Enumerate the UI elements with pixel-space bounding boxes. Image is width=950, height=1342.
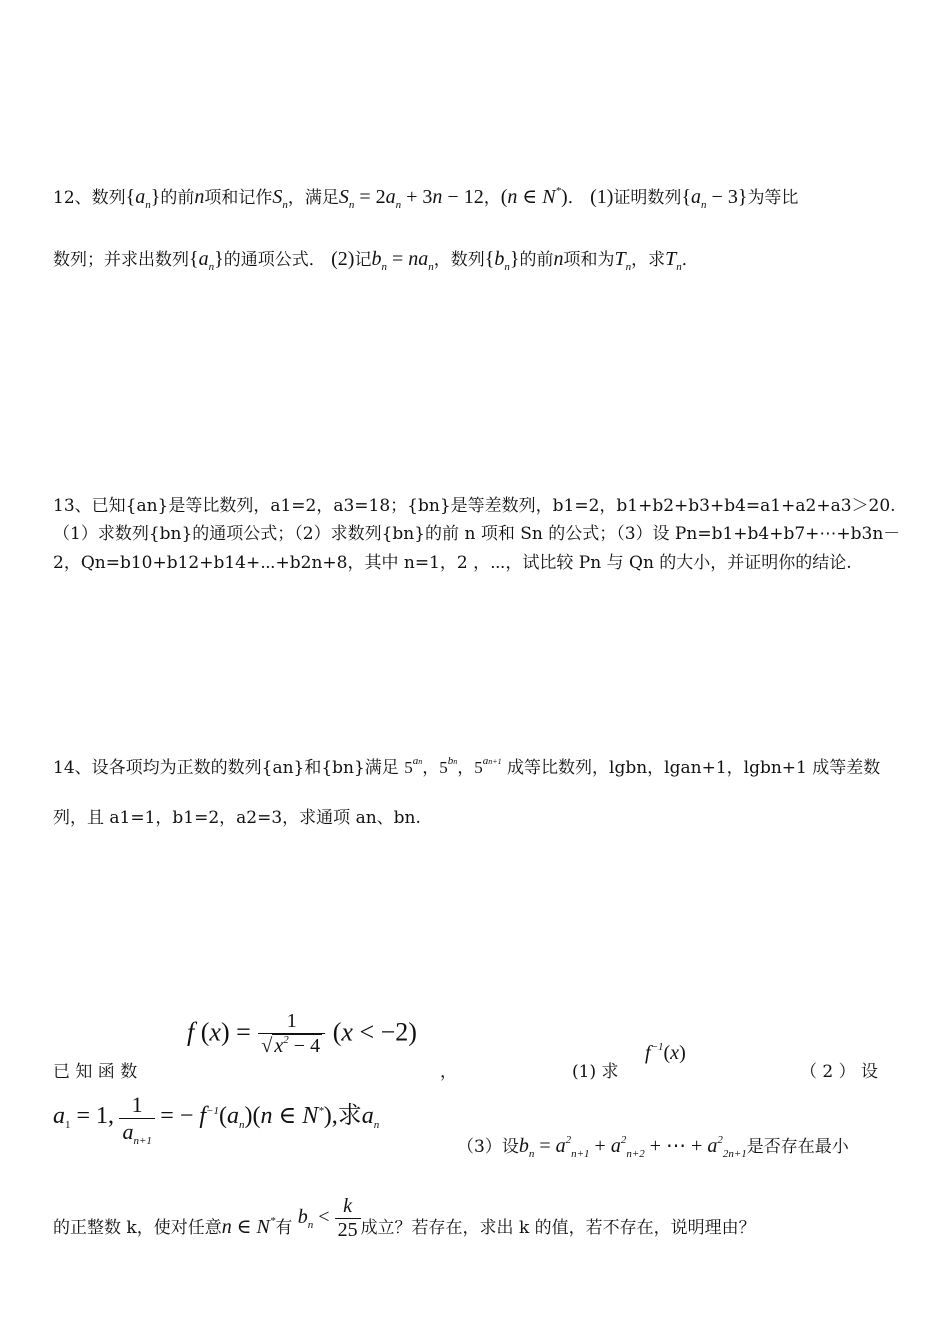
text: 记 <box>354 250 372 270</box>
text: 的前 <box>519 250 554 270</box>
math-f-inverse: $f^{-1}(x)$ <box>645 1041 686 1064</box>
text: ， <box>483 188 501 208</box>
text: （3）设 <box>457 1137 519 1157</box>
text: 的前 <box>160 188 195 208</box>
text: 求 <box>337 1101 362 1129</box>
q15-part1: (1) 求 <box>572 1062 619 1082</box>
math-Sn-formula: $S_n = 2a_n + 3n - 12$ <box>338 186 484 211</box>
q13-line1: 13、已知{an}是等比数列，a1=2，a3=18；{bn}是等差数列，b1=2，b1+b2+b3+b4=a1+a2+a3＞20. <box>53 496 896 516</box>
text: 14、设各项均为正数的数列{an}和{bn}满足 <box>53 758 399 778</box>
q12-number: 12、 <box>53 188 92 208</box>
math-seq-an: $\{a_n\}$ <box>189 248 224 273</box>
math-5-pow-an1: $5^{an+1}$ <box>474 755 502 777</box>
text: 是否存在最小 <box>746 1137 849 1157</box>
text: ． <box>681 250 699 270</box>
q13-line2: （1）求数列{bn}的通项公式；（2）求数列{bn}的前 n 项和 Sn 的公式；（3）设 Pn=b1+b4+b7+⋯+b3n－ <box>53 524 901 544</box>
math-n-in-N: n ∈ N* <box>221 1215 276 1239</box>
part-1-label: (1) <box>590 186 614 208</box>
math-n: n <box>194 186 205 208</box>
math-n-in-N: (n ∈ N*) <box>500 185 568 208</box>
text: 的正整数 k，使对任意 <box>53 1218 222 1239</box>
text: ，数列 <box>433 250 485 270</box>
q15-comma: ， <box>440 1062 457 1082</box>
text: 项和为 <box>563 250 615 270</box>
q12-line2 <box>53 245 699 271</box>
text: 成等比数列，lgbn，lgan+1，lgbn+1 成等差数 <box>507 758 881 778</box>
text: 为等比 <box>747 188 799 208</box>
math-n: n <box>553 248 564 270</box>
text: ，求 <box>631 250 666 270</box>
math-seq-an: $\{a_n\}$ <box>125 186 161 211</box>
text: ． <box>567 188 585 208</box>
q15-line3 <box>53 1195 756 1252</box>
math-recurrence: $a_1 = 1$, $\frac{1}{a_{n+1}}$ = − $f^{-1}(a_n)(n$ ∈ N*),求$a_n$ <box>53 1092 380 1147</box>
q15-part3 <box>457 1132 849 1158</box>
text: 证明数列 <box>613 188 682 208</box>
text: 数列 <box>91 188 126 208</box>
math-bn-sum: $b_n = a^2_{n+1} + a^2_{n+2}$ + ⋯ + $a^2_{2n+1}$ <box>518 1134 747 1160</box>
math-5-pow-bn: $5^{bn}$ <box>439 755 458 777</box>
text: 项和记作 <box>204 188 273 208</box>
q15-part2: （ 2 ） 设 <box>800 1062 879 1082</box>
part-2-label: (2) <box>331 248 355 270</box>
q15-lead: 已 知 函 数 <box>53 1062 138 1082</box>
math-f-def: f (x) = $\frac{1}{√ x^2 - 4}$ (x < −2) <box>187 1010 417 1057</box>
math-seq-bn: $\{b_n\}$ <box>484 248 520 273</box>
math-5-pow-an: $5^{an}$ <box>404 755 423 777</box>
q13-line3: 2，Qn=b10+b12+b14+⋯+b2n+8，其中 n=1，2 ，⋯，试比较 Pn 与 Qn 的大小，并证明你的结论. <box>53 553 852 573</box>
text: ，满足 <box>287 188 339 208</box>
text: 数列；并求出数列 <box>53 250 189 270</box>
text: 有 <box>275 1218 293 1239</box>
math-bn-def: $b_n = na_n$ <box>371 248 434 273</box>
math-Tn: $T_n$ <box>665 248 682 273</box>
q12-line1 <box>53 183 798 209</box>
math-seq-an-minus-3: $\{a_n - 3\}$ <box>681 186 748 211</box>
math-bn-lt-k25: $b_n$ < $\frac{k}{25}$ <box>298 1206 361 1228</box>
math-Tn: $T_n$ <box>614 248 632 273</box>
q14-line1: 14、设各项均为正数的数列{an}和{bn}满足 $5^{an}$，$5^{bn}$，$5^{an+1}$ 成等比数列，lgbn，lgan+1，lgbn+1 成等差数 <box>53 755 881 778</box>
text: 成立？若存在，求出 k 的值，若不存在，说明理由？ <box>360 1218 756 1239</box>
text: 的通项公式． <box>223 250 326 270</box>
q14-line2: 列，且 a1=1，b1=2，a2=3，求通项 an、bn. <box>53 808 421 828</box>
math-Sn: $S_n$ <box>272 186 288 211</box>
